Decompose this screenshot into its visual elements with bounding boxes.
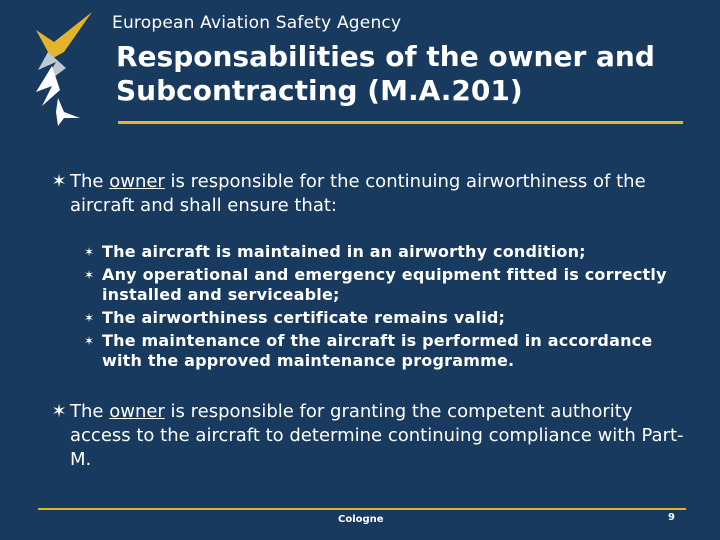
logo-star	[56, 98, 80, 126]
footer-location: Cologne	[338, 514, 384, 525]
page-number: 9	[668, 512, 675, 523]
star-bullet-icon: ✶	[84, 268, 95, 282]
easa-logo	[28, 8, 98, 128]
title-underline	[118, 121, 683, 124]
footer-divider	[38, 508, 686, 510]
bullet-text: The owner is responsible for the continuing airworthiness of the aircraft and shall ensure that:	[70, 171, 646, 216]
star-bullet-icon: ✶	[51, 401, 67, 422]
logo-gold-wing	[36, 12, 92, 64]
sub-bullet-list	[84, 242, 684, 374]
bullet-text: The owner is responsible for granting the competent authority access to the aircraft to determine continuing compliance with Part-M.	[70, 401, 684, 470]
sub-bullet-item: ✶ Any operational and emergency equipment fitted is correctly installed and serviceable;	[84, 265, 667, 304]
bullet-owner-responsibility	[50, 170, 690, 218]
star-bullet-icon: ✶	[51, 171, 67, 192]
slide-title: Responsabilities of the owner and Subcontracting (M.A.201)	[116, 40, 655, 107]
bullet-owner-access	[50, 400, 690, 472]
star-bullet-icon: ✶	[84, 334, 95, 348]
star-bullet-icon: ✶	[84, 245, 95, 259]
sub-bullet-item: ✶ The maintenance of the aircraft is performed in accordance with the approved maintenance programme.	[84, 331, 653, 370]
star-bullet-icon: ✶	[84, 311, 95, 325]
agency-name: European Aviation Safety Agency	[112, 13, 402, 33]
sub-bullet-item: ✶ The airworthiness certificate remains valid;	[84, 308, 506, 327]
sub-bullet-item: ✶ The aircraft is maintained in an airworthy condition;	[84, 242, 586, 261]
